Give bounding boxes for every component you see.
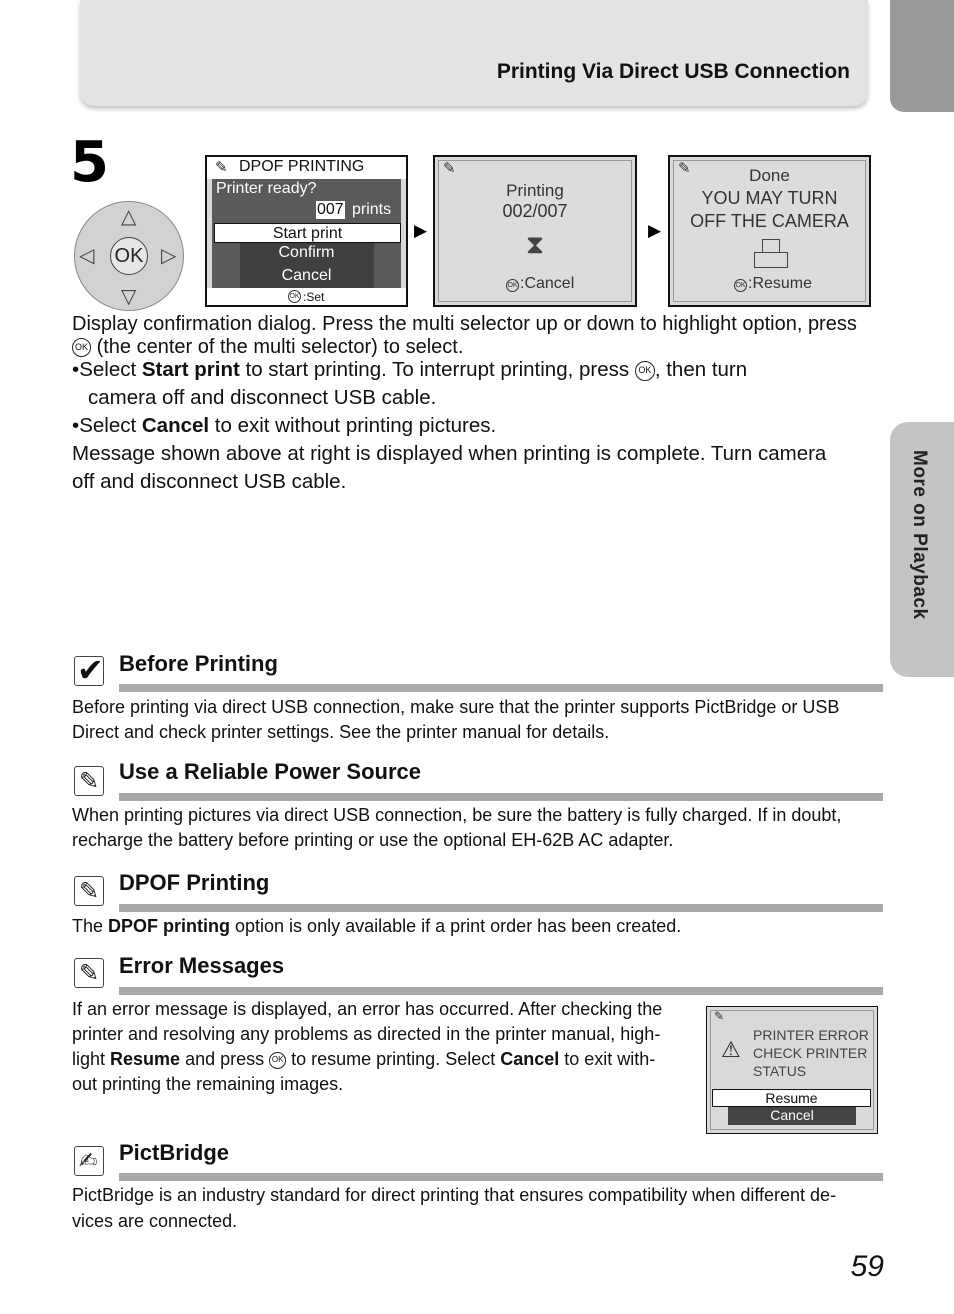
side-tab-label: More on Playback: [909, 450, 930, 620]
set-hint: :Set: [303, 290, 325, 304]
cancel-option[interactable]: Cancel: [728, 1107, 856, 1125]
done-line-2: OFF THE CAMERA: [690, 211, 849, 231]
note-text: PictBridge is an industry standard for direct printing that ensures compatibility when different de-: [72, 1185, 837, 1205]
done-line-1: YOU MAY TURN: [701, 188, 838, 208]
page-header-title: Printing Via Direct USB Connection: [496, 60, 850, 83]
error-line-1: PRINTER ERROR: [753, 1027, 869, 1043]
printing-progress: 002/007: [502, 201, 568, 221]
down-arrow-icon: ▽: [121, 286, 137, 308]
note-text: Before printing via direct USB connection, make sure that the printer supports PictBridge or USB: [72, 697, 840, 717]
print-icon: ✎: [215, 159, 228, 176]
ok-icon: OK: [288, 290, 301, 303]
bullet-cancel: •Select Cancel to exit without printing pictures.: [72, 414, 497, 437]
bullet-start-print: •Select Start print to start printing. To interrupt printing, press OK , then turn: [72, 358, 748, 381]
header-banner: [80, 0, 868, 106]
error-line-2: CHECK PRINTER: [753, 1045, 868, 1061]
printer-ready-label: Printer ready?: [216, 180, 317, 197]
pencil-icon: ✎: [74, 766, 104, 796]
instruction-intro: Display confirmation dialog. Press the multi selector up or down to highlight option, press: [72, 313, 857, 335]
print-count: 007: [317, 201, 344, 218]
note-title-error-messages: Error Messages: [119, 953, 285, 978]
start-print-option[interactable]: Start print: [214, 223, 401, 243]
note-divider: [119, 793, 883, 801]
left-arrow-icon: ◁: [79, 245, 95, 267]
ok-icon: OK: [734, 279, 747, 292]
note-divider: [119, 1173, 883, 1181]
ok-icon: OK: [269, 1052, 286, 1069]
closing-text-2: off and disconnect USB cable.: [72, 470, 347, 493]
page-number: 59: [850, 1250, 884, 1283]
done-screen: [668, 155, 871, 307]
ok-button-icon: OK: [110, 237, 148, 275]
step-number: 5: [70, 130, 109, 195]
note-title-dpof: DPOF Printing: [119, 870, 270, 895]
print-icon: ✎: [678, 160, 691, 177]
note-text: out printing the remaining images.: [72, 1074, 344, 1094]
corner-tab: [890, 0, 954, 112]
right-arrow-icon: ▷: [161, 245, 177, 267]
resume-hint: :Resume: [748, 275, 813, 292]
note-text: light Resume and press OK to resume printing. Select Cancel to exit with-: [72, 1049, 656, 1069]
note-divider: [119, 987, 883, 995]
confirm-option[interactable]: Confirm: [278, 244, 335, 261]
instruction-intro-2: OK (the center of the multi selector) to select.: [72, 336, 884, 359]
cancel-hint: :Cancel: [520, 275, 575, 292]
pictbridge-icon: ✍: [74, 1146, 104, 1176]
play-arrow-icon: ▶: [648, 221, 662, 240]
ok-icon: OK: [635, 361, 655, 381]
dpof-printing-screen: [205, 155, 408, 307]
ok-icon: OK: [506, 279, 519, 292]
error-line-3: STATUS: [753, 1063, 807, 1079]
printing-screen: [433, 155, 637, 307]
side-section-tab: [890, 422, 954, 677]
play-arrow-icon: ▶: [414, 221, 428, 240]
multi-selector-icon: [74, 201, 184, 311]
resume-option[interactable]: Resume: [712, 1089, 871, 1107]
pencil-icon: ✎: [74, 958, 104, 988]
printer-error-screen: [706, 1006, 878, 1134]
cancel-option[interactable]: Cancel: [281, 267, 332, 284]
up-arrow-icon: △: [121, 206, 137, 228]
done-status: Done: [749, 166, 790, 185]
print-icon: ✎: [714, 1009, 725, 1023]
note-text: If an error message is displayed, an error has occurred. After checking the: [72, 999, 663, 1019]
printing-status: Printing: [506, 181, 564, 200]
note-text: vices are connected.: [72, 1211, 238, 1231]
note-title-power-source: Use a Reliable Power Source: [119, 759, 422, 784]
note-divider: [119, 904, 883, 912]
note-divider: [119, 684, 883, 692]
note-text: recharge the battery before printing or use the optional EH-62B AC adapter.: [72, 830, 674, 850]
ok-icon: OK: [72, 338, 91, 357]
bullet-start-print-cont: camera off and disconnect USB cable.: [88, 386, 437, 409]
warning-icon: ⚠: [721, 1037, 741, 1062]
note-title-before-printing: Before Printing: [119, 651, 278, 676]
screen-title: DPOF PRINTING: [239, 158, 365, 175]
hourglass-icon: ⧗: [525, 229, 545, 259]
dialog-panel: [212, 179, 401, 289]
closing-text-1: Message shown above at right is displayed when printing is complete. Turn camera: [72, 442, 827, 465]
pencil-icon: ✎: [74, 876, 104, 906]
note-text: printer and resolving any problems as directed in the printer manual, high-: [72, 1024, 661, 1044]
note-title-pictbridge: PictBridge: [119, 1140, 230, 1165]
note-text: The DPOF printing option is only available if a print order has been created.: [72, 916, 682, 936]
printer-icon: [754, 239, 788, 269]
note-text: When printing pictures via direct USB connection, be sure the battery is fully charged. If in doubt,: [72, 805, 842, 825]
print-icon: ✎: [443, 160, 456, 177]
note-text: Direct and check printer settings. See the printer manual for details.: [72, 722, 610, 742]
print-count-unit: prints: [352, 201, 392, 218]
checkmark-icon: ✔: [74, 656, 104, 686]
